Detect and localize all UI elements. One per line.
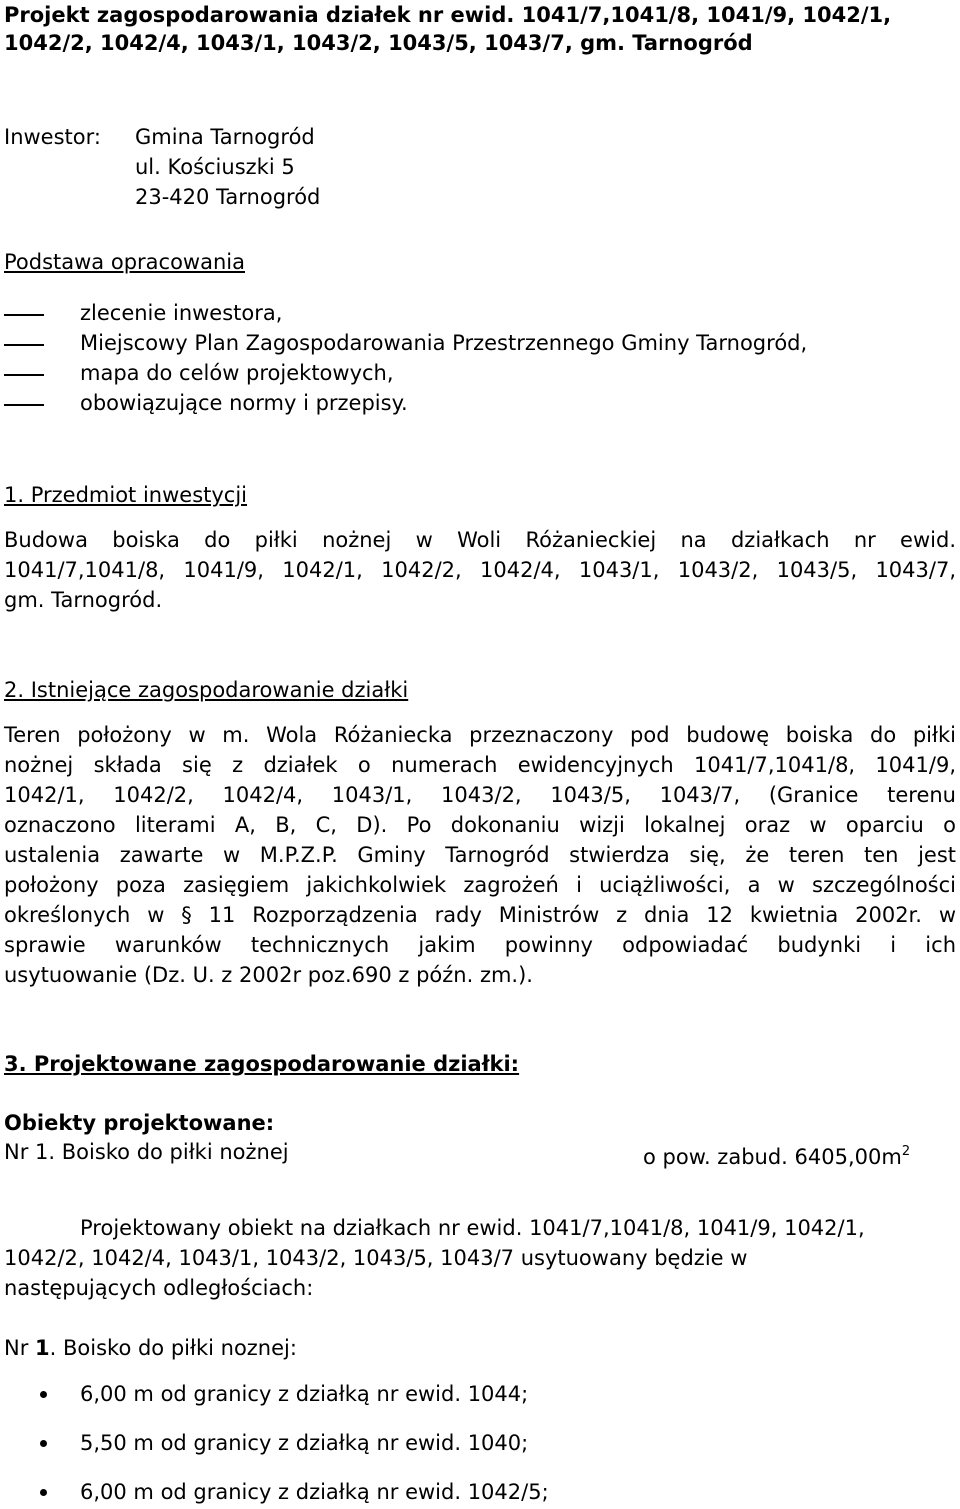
investor-name: Gmina Tarnogród	[135, 125, 315, 149]
basis-item: zlecenie inwestora,	[80, 301, 283, 325]
body-line: ustalenia zawarte w M.P.Z.P. Gminy Tarnogród stwierdza się, że teren ten jest	[4, 843, 956, 867]
document-title-line-1: Projekt zagospodarowania działek nr ewid. 1041/7,1041/8, 1041/9, 1042/1,	[4, 3, 892, 27]
object-area	[643, 1137, 910, 1172]
dash-marker	[4, 344, 44, 346]
distance-item: 5,50 m od granicy z działką nr ewid. 1040;	[80, 1431, 529, 1455]
placement-line: następujących odległościach:	[4, 1276, 314, 1300]
body-line: usytuowanie (Dz. U. z 2002r poz.690 z późn. zm.).	[4, 963, 533, 987]
dash-marker	[4, 404, 44, 406]
bullet-icon	[40, 1489, 47, 1496]
basis-heading: Podstawa opracowania	[4, 250, 245, 274]
object-distances-label	[4, 1333, 297, 1363]
dash-marker	[4, 374, 44, 376]
section-1-body	[4, 525, 956, 615]
objects-heading: Obiekty projektowane:	[4, 1111, 275, 1135]
body-line: określonych w § 11 Rozporządzenia rady Ministrów z dnia 12 kwietnia 2002r. w	[4, 903, 956, 927]
object-label-number: 1	[35, 1336, 50, 1360]
investor-city: 23-420 Tarnogród	[135, 185, 321, 209]
body-line: Teren położony w m. Wola Różaniecka przeznaczony pod budowę boiska do piłki	[4, 723, 956, 747]
body-line: 1041/7,1041/8, 1041/9, 1042/1, 1042/2, 1042/4, 1043/1, 1043/2, 1043/5, 1043/7,	[4, 558, 956, 582]
body-line: położony poza zasięgiem jakichkolwiek zagrożeń i uciążliwości, a w szczególności	[4, 873, 956, 897]
section-3-heading: 3. Projektowane zagospodarowanie działki:	[4, 1052, 520, 1076]
object-name: Nr 1. Boisko do piłki nożnej	[4, 1140, 289, 1164]
body-line: oznaczono literami A, B, C, D). Po dokonaniu wizji lokalnej oraz w oparciu o	[4, 813, 956, 837]
bullet-icon	[40, 1440, 47, 1447]
section-2-heading: 2. Istniejące zagospodarowanie działki	[4, 678, 409, 702]
body-line: 1042/1, 1042/2, 1042/4, 1043/1, 1043/2, 1043/5, 1043/7, (Granice terenu	[4, 783, 956, 807]
document-title-line-2: 1042/2, 1042/4, 1043/1, 1043/2, 1043/5, 1043/7, gm. Tarnogród	[4, 31, 753, 55]
basis-item: obowiązujące normy i przepisy.	[80, 391, 408, 415]
dash-marker	[4, 314, 44, 316]
object-area-unit-exponent: 2	[901, 1144, 911, 1159]
placement-line: 1042/2, 1042/4, 1043/1, 1043/2, 1043/5, 1043/7 usytuowany będzie w	[4, 1246, 748, 1270]
section-1-heading: 1. Przedmiot inwestycji	[4, 483, 248, 507]
basis-item: Miejscowy Plan Zagospodarowania Przestrzennego Gminy Tarnogród,	[80, 331, 808, 355]
basis-item: mapa do celów projektowych,	[80, 361, 394, 385]
distance-item: 6,00 m od granicy z działką nr ewid. 1042/5;	[80, 1480, 549, 1504]
body-line: sprawie warunków technicznych jakim powinny odpowiadać budynki i ich	[4, 933, 956, 957]
investor-label: Inwestor:	[4, 125, 101, 149]
object-label-rest: . Boisko do piłki noznej:	[49, 1336, 297, 1360]
placement-line: Projektowany obiekt na działkach nr ewid. 1041/7,1041/8, 1041/9, 1042/1,	[80, 1216, 865, 1240]
section-2-body	[4, 720, 956, 990]
bullet-icon	[40, 1391, 47, 1398]
body-line: nożnej składa się z działek o numerach ewidencyjnych 1041/7,1041/8, 1041/9,	[4, 753, 956, 777]
body-line: Budowa boiska do piłki nożnej w Woli Różanieckiej na działkach nr ewid.	[4, 528, 956, 552]
investor-street: ul. Kościuszki 5	[135, 155, 295, 179]
distance-item: 6,00 m od granicy z działką nr ewid. 1044;	[80, 1382, 529, 1406]
object-area-value: o pow. zabud. 6405,00m	[643, 1145, 902, 1169]
object-label-prefix: Nr	[4, 1336, 36, 1360]
body-line: gm. Tarnogród.	[4, 588, 163, 612]
